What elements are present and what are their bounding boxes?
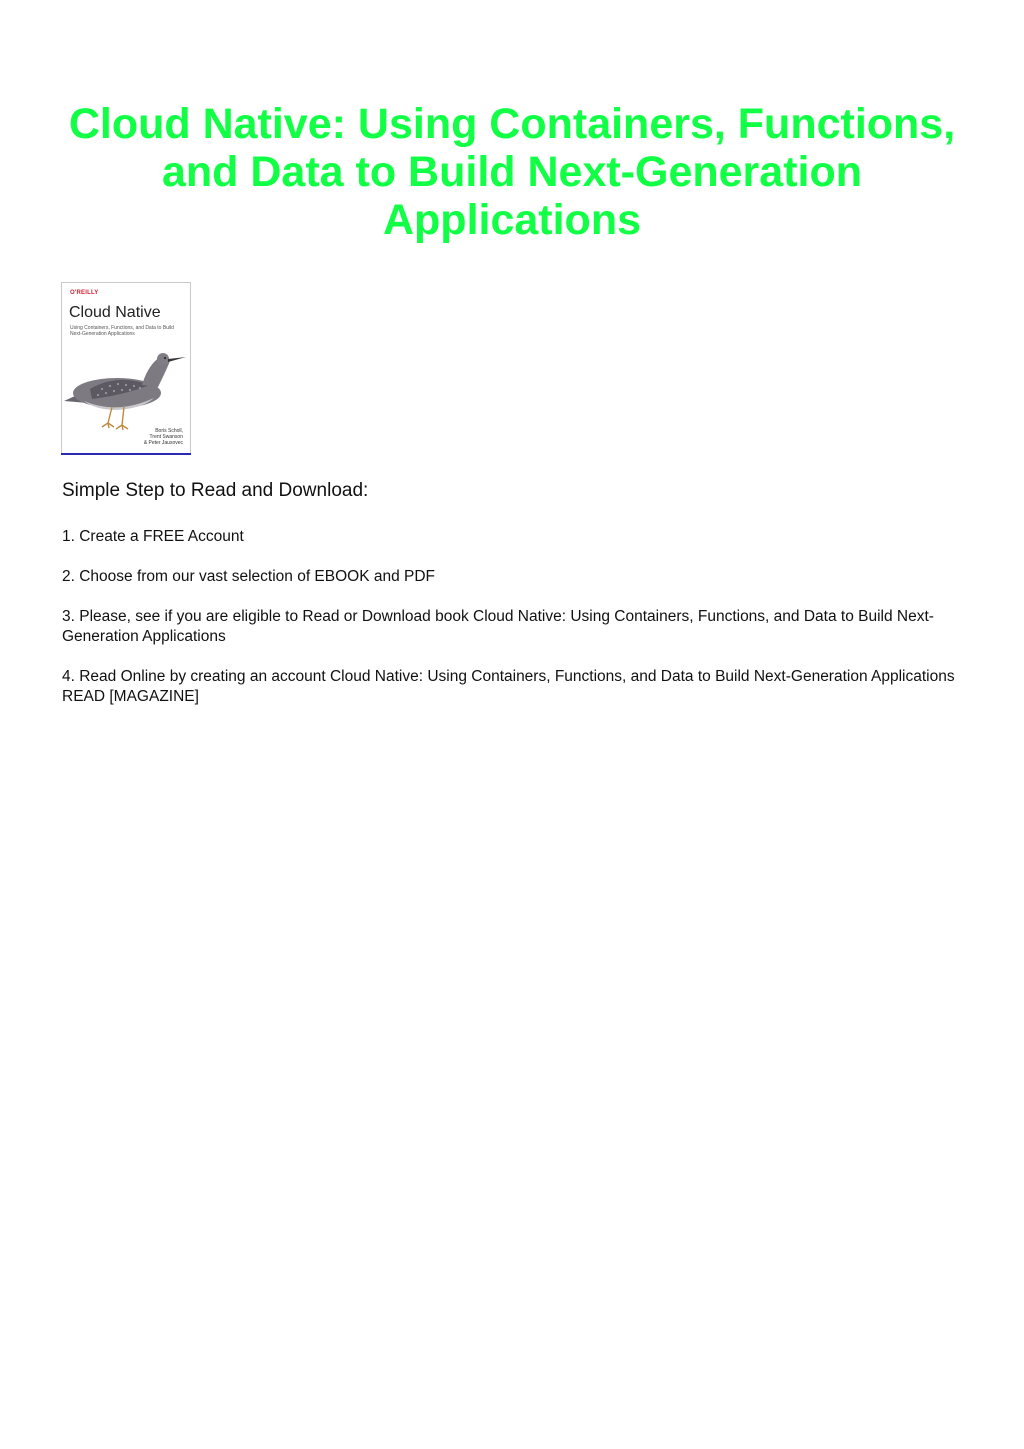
steps-list xyxy=(62,527,972,727)
link-underline xyxy=(61,453,191,455)
cover-author: & Peter Jausovec xyxy=(143,440,183,446)
step-choose-selection: 2. Choose from our vast selection of EBOOK and PDF xyxy=(62,568,436,585)
cover-authors xyxy=(144,428,183,446)
step-create-account: 1. Create a FREE Account xyxy=(62,528,244,545)
page-title: Cloud Native: Using Containers, Functions, and Data to Build Next-Generation Applications xyxy=(68,100,956,244)
book-cover-link[interactable] xyxy=(61,282,191,455)
bird-illustration-icon xyxy=(62,343,190,438)
steps-heading: Simple Step to Read and Download: xyxy=(62,480,369,501)
cover-author: Boris Scholl, xyxy=(155,428,183,434)
step-read-online: 4. Read Online by creating an account Cloud Native: Using Containers, Functions, and Data to Build Next-Generation Applications READ [MAGAZINE] xyxy=(62,668,955,705)
cover-title: Cloud Native xyxy=(69,304,161,321)
cover-publisher-logo: O'REILLY xyxy=(70,290,99,296)
cover-subtitle: Using Containers, Functions, and Data to Build Next-Generation Applications xyxy=(70,325,174,337)
cover-author: Trent Swanson xyxy=(149,434,183,440)
step-check-eligibility: 3. Please, see if you are eligible to Read or Download book Cloud Native: Using Containers, Functions, and Data to Build Next-Generation Applications xyxy=(62,608,934,645)
book-cover-image xyxy=(61,282,191,454)
